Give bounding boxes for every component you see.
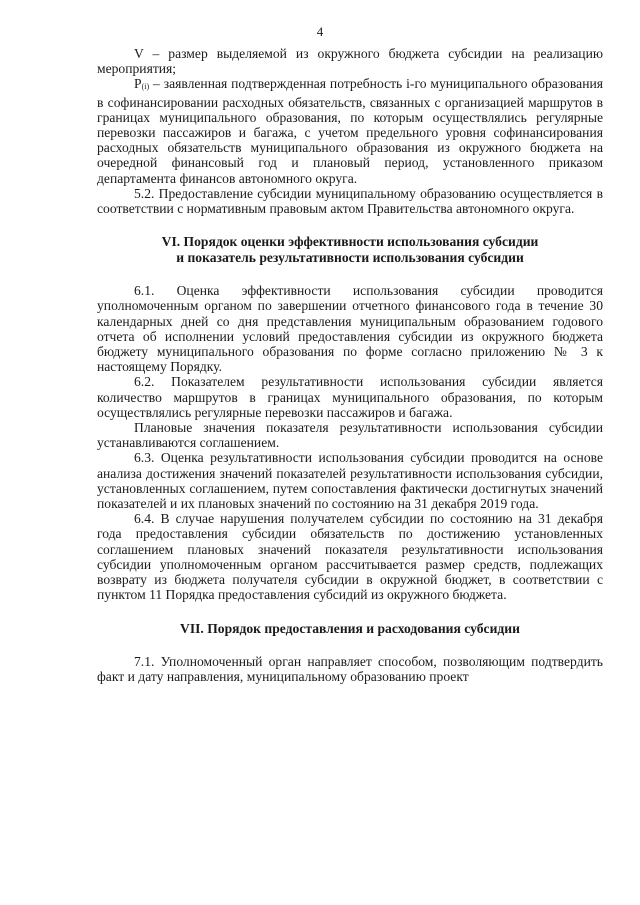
paragraph-p-definition [97,76,603,185]
paragraph-6-4: 6.4. В случае нарушения получателем субсидии по состоянию на 31 декабря года предоставления субсидии обязательств по достижению установленных соглашением плановых значений показателя результативности использования субсидии уполномоченным органом рассчитывается размер средств, подлежащих возврату из бюджета получателя субсидии в окружной бюджет, в соответствии с пунктом 11 Порядка предоставления субсидий из окружного бюджета. [97,511,603,603]
paragraph-6-3: 6.3. Оценка результативности использования субсидии проводится на основе анализа достижения значений показателей результативности использования субсидии, установленных соглашением, путем сопоставления фактически достигнутых значений показателей и их плановых значений по состоянию на 31 декабря 2019 года. [97,450,603,512]
p-symbol: P [134,76,142,92]
p-subscript: (i) [141,82,150,92]
section-6-heading-line1: VI. Порядок оценки эффективности использования субсидии [161,234,539,250]
paragraph-5-2: 5.2. Предоставление субсидии муниципальному образованию осуществляется в соответствии с нормативным правовым актом Правительства автономного округа. [97,185,603,217]
p-definition-text: – заявленная подтвержденная потребность i-го муниципального образования в софинансировании расходных обязательств, связанных с организацией маршрутов в границах муниципального образования, по которым осуществлялись регулярные перевозки пассажиров и багажа, с учетом предельного уровня софинансирования расходных обязательств муниципального образования из окружного бюджета на очередной финансовый год и плановый период, установленного приказом департамента финансов автономного округа. [97,76,603,186]
paragraph-6-1: 6.1. Оценка эффективности использования субсидии проводится уполномоченным органом по завершении отчетного финансового года в течение 30 календарных дней со дня представления муниципальным образованием годового отчета об исполнении условий предоставления субсидии из окружного бюджета бюджету муниципального образования по форме согласно приложению № 3 к настоящему Порядку. [97,283,603,375]
paragraph-7-1: 7.1. Уполномоченный орган направляет способом, позволяющим подтвердить факт и дату направления, муниципальному образованию проект [97,654,603,685]
section-7-heading: VII. Порядок предоставления и расходования субсидии [180,620,520,636]
paragraph-v-definition: V – размер выделяемой из окружного бюджета субсидии на реализацию мероприятия; [97,46,603,77]
page-number: 4 [316,24,324,39]
document-body [97,46,603,684]
paragraph-6-2: 6.2. Показателем результативности использования субсидии является количество маршрутов в границах муниципального образования, по которым осуществлялись регулярные перевозки пассажиров и багажа. [97,374,603,420]
section-6-heading-line2: и показатель результативности использования субсидии [176,249,524,265]
paragraph-plan-values: Плановые значения показателя результативности использования субсидии устанавливаются соглашением. [97,420,603,451]
